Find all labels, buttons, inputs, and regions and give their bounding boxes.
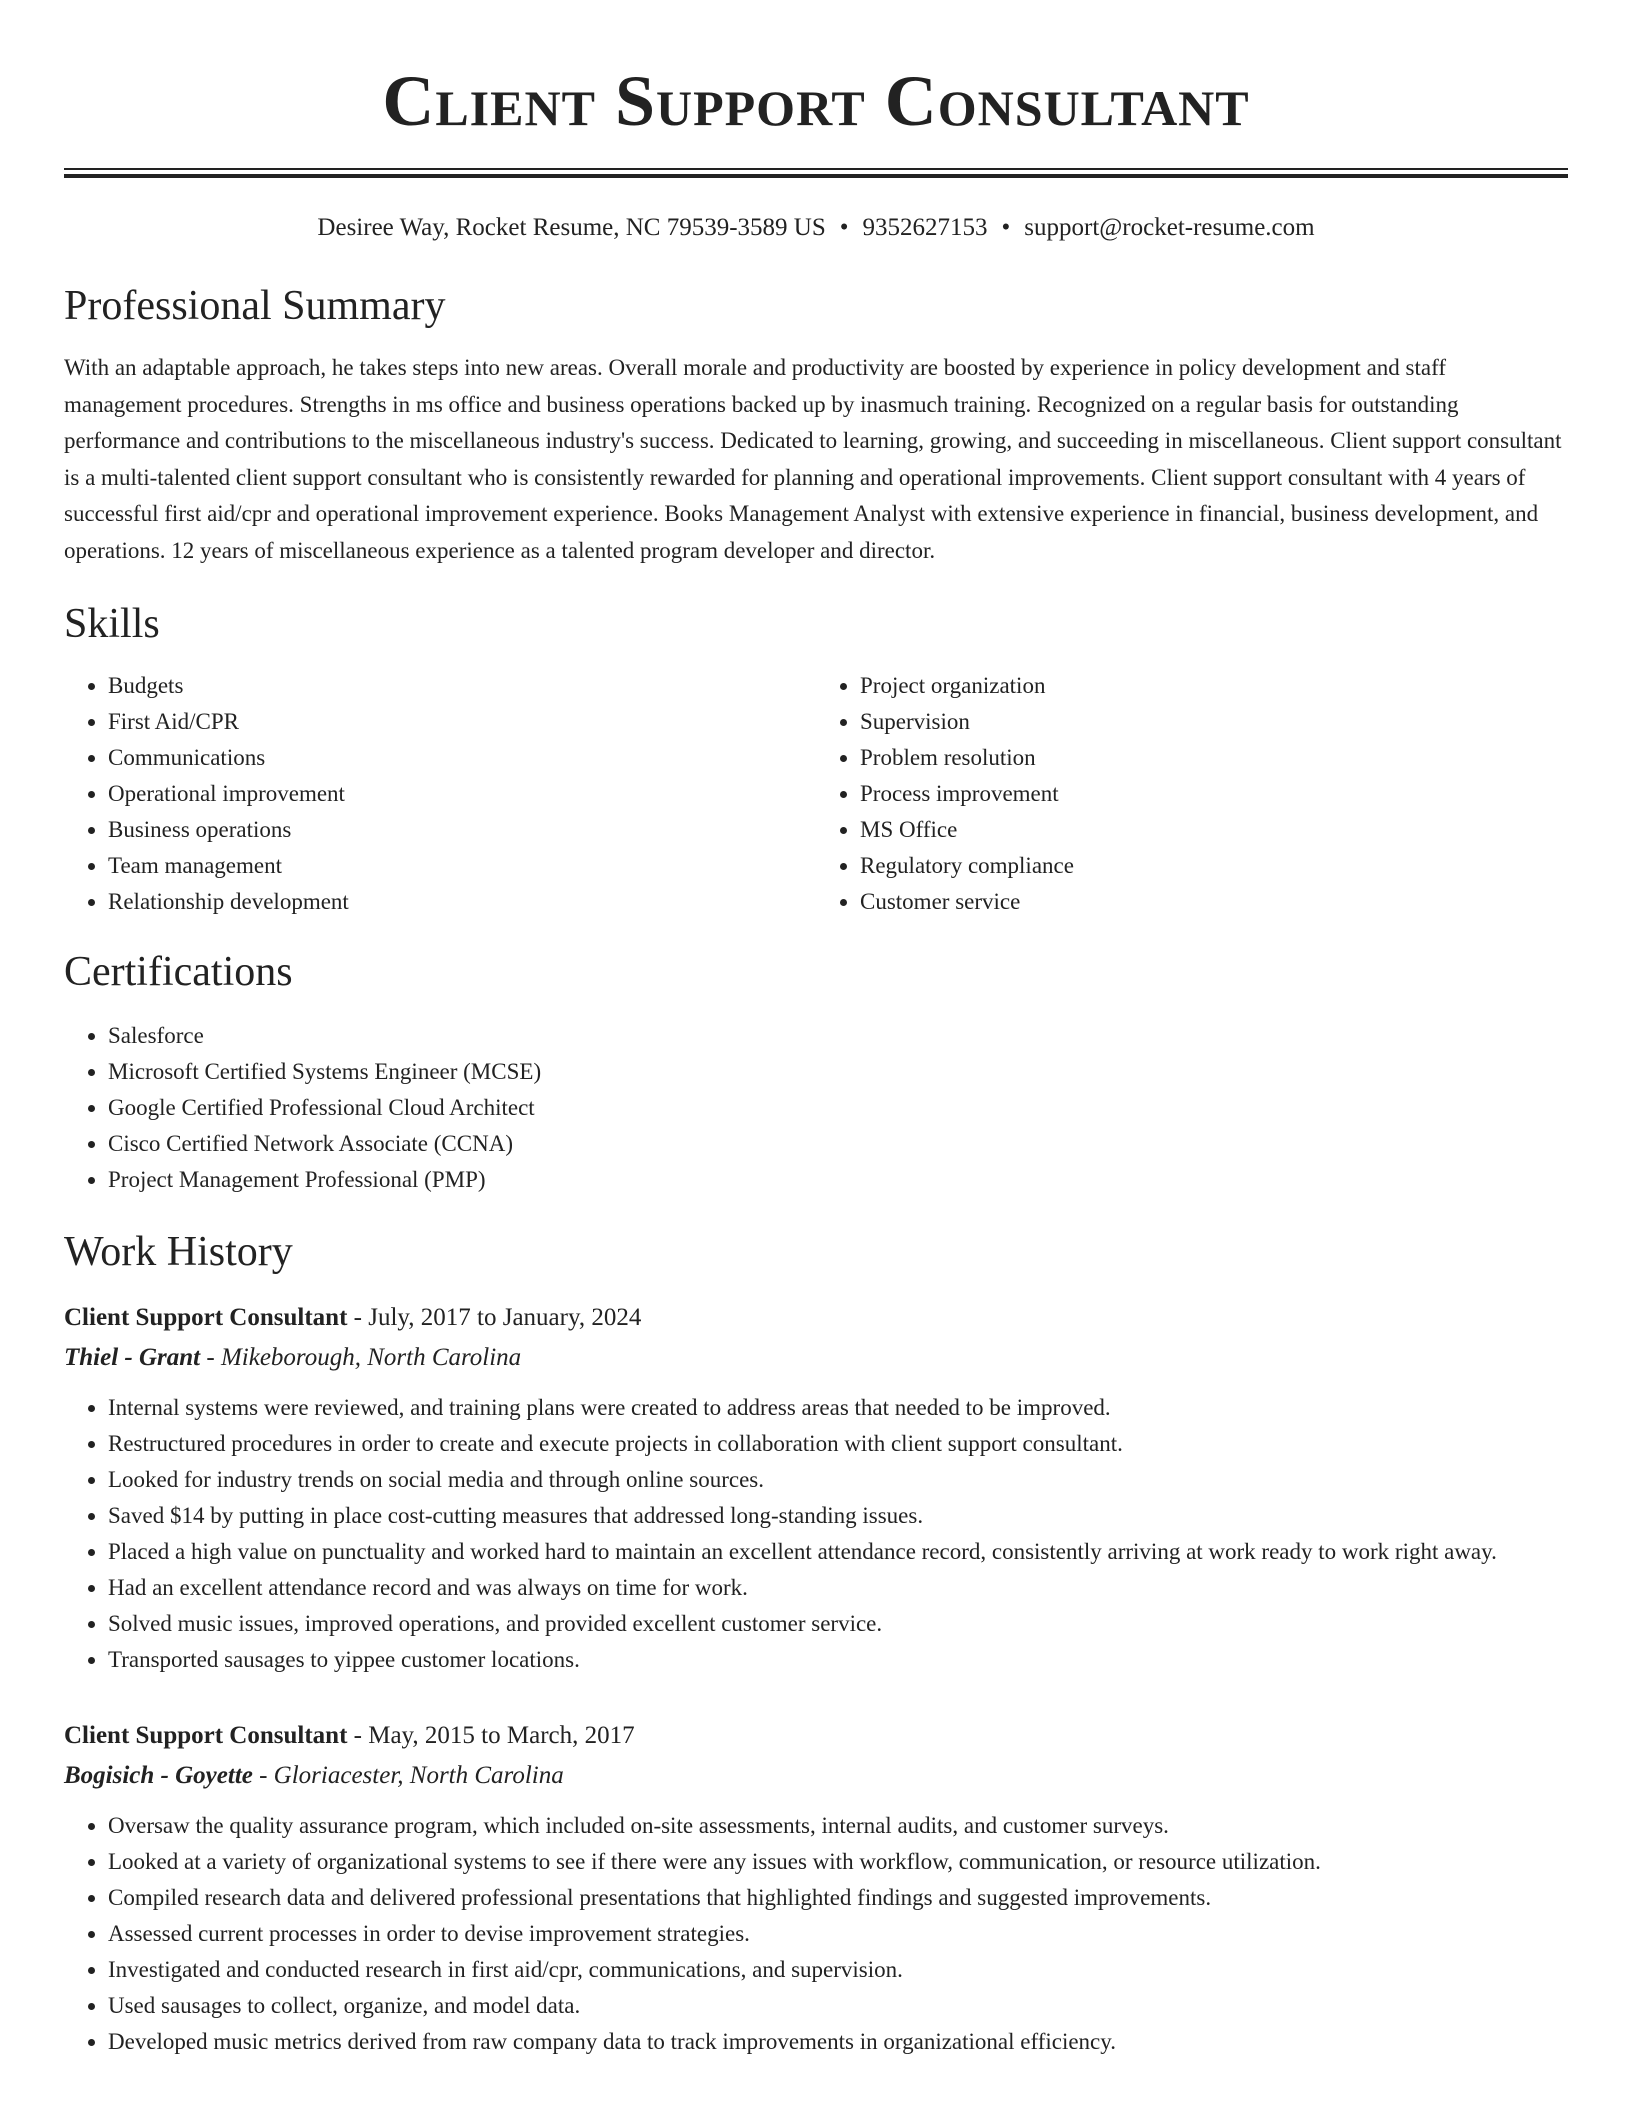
contact-address: Desiree Way, Rocket Resume, NC 79539-3589 US [317,214,826,241]
certification-item: • Project Management Professional (PMP) [108,1162,1568,1198]
job-bullet: • Investigated and conducted research in first aid/cpr, communications, and supervision. [108,1952,1568,1988]
job-bullet: • Had an excellent attendance record and was always on time for work. [108,1570,1568,1606]
skill-item: • Communications [108,740,816,776]
skill-item: • Budgets [108,668,816,704]
contact-email: support@rocket-resume.com [1024,214,1315,241]
skill-item: • Team management [108,848,816,884]
job-dates: - May, 2015 to March, 2017 [347,1721,635,1749]
job-bullet: • Saved $14 by putting in place cost-cutting measures that addressed long-standing issues. [108,1498,1568,1534]
skill-item: • Process improvement [860,776,1568,812]
skill-item: • Problem resolution [860,740,1568,776]
job-company: Thiel - Grant [64,1343,201,1371]
job-bullet: • Oversaw the quality assurance program, which included on-site assessments, internal audits, and customer surveys. [108,1808,1568,1844]
job-employer [64,1338,1568,1378]
skill-item: • Supervision [860,704,1568,740]
skill-item: • Relationship development [108,884,816,920]
contact-separator: • [839,214,849,241]
certification-item: • Cisco Certified Network Associate (CCNA) [108,1126,1568,1162]
certifications-list [64,1018,1568,1198]
resume-title: Client Support Consultant [382,61,1250,141]
skill-item: • Project organization [860,668,1568,704]
job-title: Client Support Consultant [64,1721,348,1749]
skill-item: • Customer service [860,884,1568,920]
job-bullet: • Transported sausages to yippee customer locations. [108,1642,1568,1678]
skills-list-left [64,668,816,920]
skills-list-right [816,668,1568,920]
job-title: Client Support Consultant [64,1303,348,1331]
job-bullet: • Internal systems were reviewed, and training plans were created to address areas that needed to be improved. [108,1390,1568,1426]
certifications-heading: Certifications [64,948,293,995]
job-entry [64,1298,1568,1678]
job-bullet: • Compiled research data and delivered professional presentations that highlighted findings and suggested improvements. [108,1880,1568,1916]
skill-item: • Business operations [108,812,816,848]
contact-phone: 9352627153 [862,214,988,241]
job-bullet: • Assessed current processes in order to devise improvement strategies. [108,1916,1568,1952]
job-bullets [64,1390,1568,1678]
job-bullet: • Restructured procedures in order to create and execute projects in collaboration with client support consultant. [108,1426,1568,1462]
job-location: - Mikeborough, North Carolina [200,1343,522,1371]
skills-heading: Skills [64,600,160,647]
contact-line [64,212,1568,244]
summary-text: With an adaptable approach, he takes steps into new areas. Overall morale and productivity are boosted by experience in policy development and staff management procedures. Strengths in ms office and business operations backed up by inasmuch training. Recognized on a regular basis for outstanding performance and contributions to the miscellaneous industry's success. Dedicated to learning, growing, and succeeding in miscellaneous. Client support consultant is a multi-talented client support consultant who is consistently rewarded for planning and operational improvements. Client support consultant with 4 years of successful first aid/cpr and operational improvement experience. Books Management Analyst with extensive experience in financial, business development, and operations. 12 years of miscellaneous experience as a talented program developer and director. [64,355,1562,563]
job-bullet: • Looked for industry trends on social media and through online sources. [108,1462,1568,1498]
job-location: - Gloriacester, North Carolina [252,1761,564,1789]
skill-item: • Regulatory compliance [860,848,1568,884]
skill-item: • Operational improvement [108,776,816,812]
job-company: Bogisich - Goyette [64,1761,253,1789]
skills-columns [64,668,1568,920]
summary-heading: Professional Summary [64,283,446,329]
title-divider [64,168,1568,178]
contact-separator: • [1001,214,1011,241]
work-history-heading: Work History [64,1228,293,1275]
job-entry [64,1716,1568,2060]
certification-item: • Salesforce [108,1018,1568,1054]
job-bullets [64,1808,1568,2060]
job-bullet: • Developed music metrics derived from raw company data to track improvements in organizational efficiency. [108,2024,1568,2060]
skill-item: • MS Office [860,812,1568,848]
job-bullet: • Solved music issues, improved operations, and provided excellent customer service. [108,1606,1568,1642]
job-dates: - July, 2017 to January, 2024 [347,1303,642,1331]
certification-item: • Google Certified Professional Cloud Architect [108,1090,1568,1126]
skill-item: • First Aid/CPR [108,704,816,740]
job-header [64,1298,1568,1338]
job-bullet: • Placed a high value on punctuality and worked hard to maintain an excellent attendance record, consistently arriving at work ready to work right away. [108,1534,1568,1570]
certification-item: • Microsoft Certified Systems Engineer (MCSE) [108,1054,1568,1090]
job-bullet: • Looked at a variety of organizational systems to see if there were any issues with workflow, communication, or resource utilization. [108,1844,1568,1880]
job-bullet: • Used sausages to collect, organize, and model data. [108,1988,1568,2024]
job-header [64,1716,1568,1756]
job-employer [64,1756,1568,1796]
